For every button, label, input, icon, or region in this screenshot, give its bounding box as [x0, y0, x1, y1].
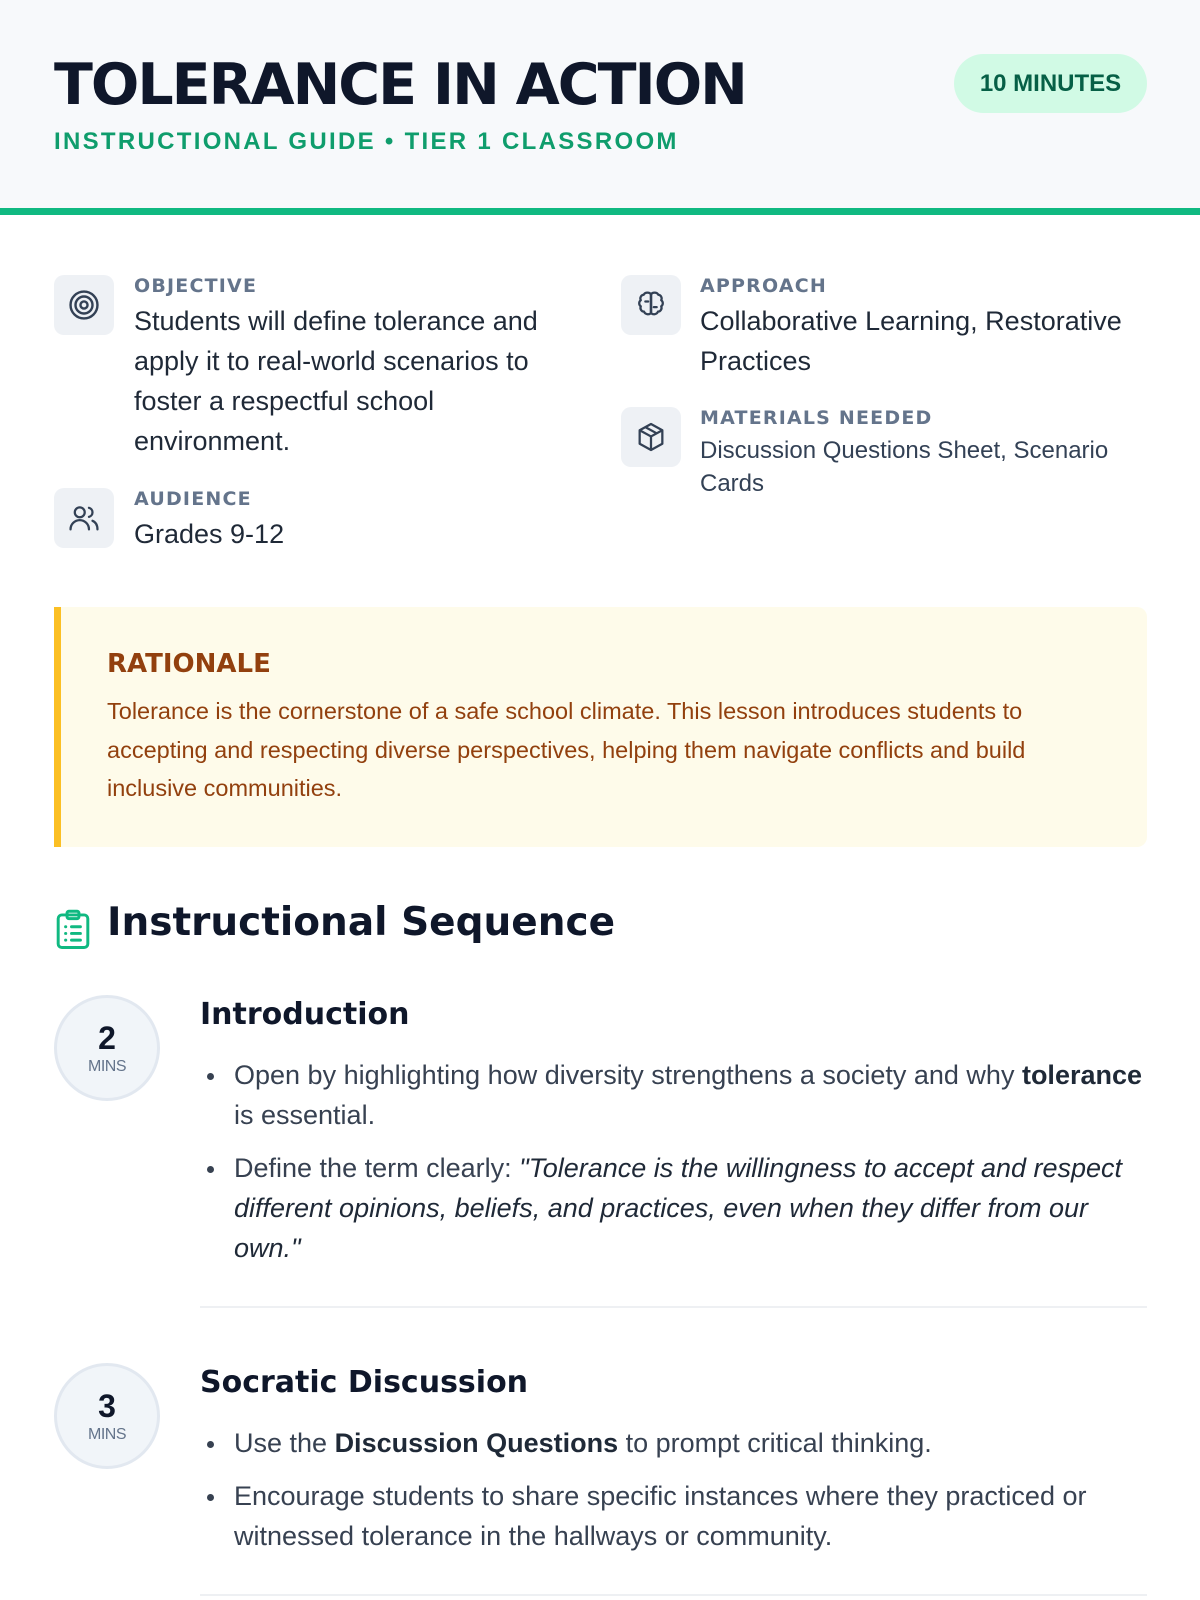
list-item: Open by highlighting how diversity strengthens a society and why tolerance is essential. [200, 1055, 1147, 1135]
approach-label: APPROACH [700, 275, 827, 297]
step-title: Introduction [200, 997, 410, 1032]
list-item: Encourage students to share specific instances where they practiced or witnessed tolerance in the hallways or community. [200, 1476, 1147, 1556]
rationale-text: Tolerance is the cornerstone of a safe school climate. This lesson introduces students to accepting and respecting diverse perspectives, helping them navigate conflicts and build inclusive communities. [107, 698, 1026, 801]
list-item: Define the term clearly: "Tolerance is the willingness to accept and respect different opinions, beliefs, and practices, even when they differ from our own." [200, 1148, 1147, 1268]
list-item: Use the Discussion Questions to prompt critical thinking. [200, 1423, 1147, 1463]
step-divider [200, 1594, 1147, 1596]
duration-badge: 10 MINUTES [954, 54, 1147, 113]
step-unit: MINS [88, 1426, 126, 1443]
audience-value: Grades 9-12 [134, 519, 285, 549]
step-bullets [200, 1055, 1147, 1281]
target-icon [54, 275, 114, 335]
package-icon [621, 407, 681, 467]
clipboard-list-icon [55, 909, 91, 949]
step-unit: MINS [88, 1058, 126, 1075]
brain-icon [621, 275, 681, 335]
objective-label: OBJECTIVE [134, 275, 258, 297]
page-subtitle: INSTRUCTIONAL GUIDE • TIER 1 CLASSROOM [54, 128, 679, 155]
page-header [0, 0, 1200, 215]
step-minutes: 3 [98, 1388, 116, 1424]
step-duration [54, 995, 160, 1101]
section-title: Instructional Sequence [107, 900, 616, 945]
step-title: Socratic Discussion [200, 1365, 529, 1400]
step-minutes: 2 [98, 1020, 116, 1056]
objective-value: Students will define tolerance and apply it to real-world scenarios to foster a respectful school environment. [134, 306, 538, 456]
page-title: TOLERANCE IN ACTION [54, 52, 746, 118]
rationale-box [54, 607, 1147, 847]
rationale-title: RATIONALE [107, 649, 271, 679]
step-bullets [200, 1423, 1147, 1569]
step-duration [54, 1363, 160, 1469]
materials-value: Discussion Questions Sheet, Scenario Cards [700, 437, 1109, 497]
audience-label: AUDIENCE [134, 488, 252, 510]
materials-label: MATERIALS NEEDED [700, 407, 933, 429]
approach-value: Collaborative Learning, Restorative Practices [700, 306, 1122, 376]
users-icon [54, 488, 114, 548]
step-divider [200, 1306, 1147, 1308]
